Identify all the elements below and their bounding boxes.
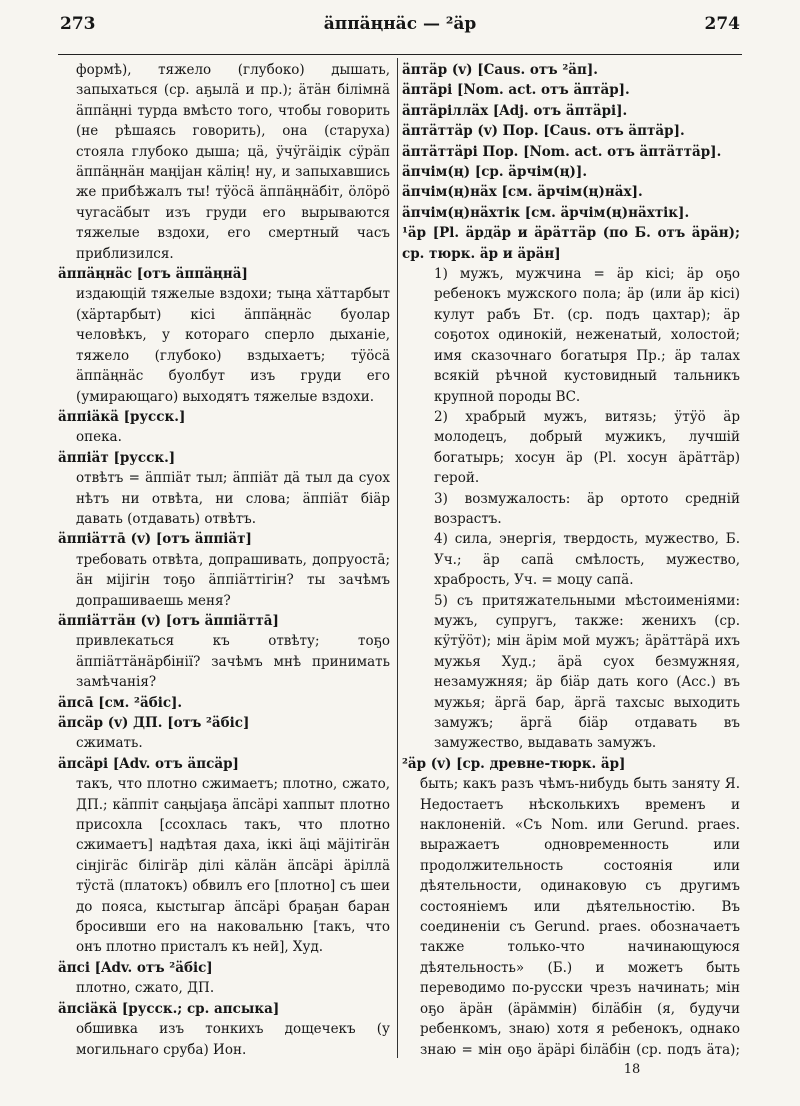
headword: äппiäкä [русск.] bbox=[58, 408, 186, 425]
headword: äптäттäрi Пор. [Nom. act. отъ äптäттäр]. bbox=[402, 143, 722, 160]
headword: ¹äр [Pl. äрдäр и äрäттäр (по Б. отъ äрäн); ср. тюрк. äр и äрäн] bbox=[402, 225, 740, 262]
sense: 4) сила, энергія, твердость, мужество, Б. Уч.; äр сапä смѣлость, мужество, храбрость, Уч. = моцу сапä. bbox=[434, 531, 740, 589]
definition: сжимать. bbox=[76, 735, 143, 752]
headword: äппiäттā (v) [отъ äппiäт] bbox=[58, 531, 252, 548]
definition: обшивка изъ тонкихъ дощечекъ (у могильнаго сруба) Ион. bbox=[76, 1021, 390, 1058]
page-header bbox=[60, 14, 740, 48]
header-rule bbox=[58, 54, 742, 55]
headword: äпсäрi [Adv. отъ äпсäр] bbox=[58, 755, 239, 772]
headword: äппäңнäс [отъ äппäңнä] bbox=[58, 266, 248, 283]
page-number-left: 273 bbox=[60, 14, 96, 34]
headword: äпчiм(ң)нäхтiк [см. äрчiм(ң)нäхтiк]. bbox=[402, 204, 690, 221]
entry-continuation: формѣ), тяжело (глубоко) дышать, запыхаться (ср. аҕылä и пр.); äтäн бiлiмнä äппäңнi турда вмѣсто того, чтобы говорить (не рѣшаясь говорить), она (старуха) стояла глубоко дыша; цä, ӱчӱгäiдiк сӱрäп äппäңнäн маңiјан кäлiң! ну, и запыхавшись же прибѣжалъ ты! тӱöсä äппäңнäбiт, öлöрö чугасäбыт изъ груди его вырываются тяжелые вздохи, его смертный часъ приблизился. bbox=[76, 62, 390, 262]
left-column bbox=[58, 60, 390, 1060]
column-divider bbox=[397, 58, 398, 1058]
sense: 2) храбрый мужъ, витязь; ӱтӱö äр молодецъ, добрый мужикъ, лучшій богатырь; хосун äр (Pl. хосун äрäттäр) герой. bbox=[434, 408, 740, 487]
definition: издающій тяжелые вздохи; тыңа хäттарбыт (хäртарбыт) кiсi äппäңнäс буолар человѣкъ, у котораго сперло дыханіе, тяжело (глубоко) вздыхаетъ; тӱöсä äппäңнäс буолбут изъ груди его (умирающаго) выходятъ тяжелые вздохи. bbox=[76, 286, 390, 405]
sense: 3) возмужалость: äр ортото средній возрастъ. bbox=[434, 490, 740, 527]
definition: отвѣтъ = äппiäт тыл; äппiäт дä тыл да суох нѣтъ ни отвѣта, ни слова; äппiäт бiäр давать (отдавать) отвѣтъ. bbox=[76, 470, 390, 527]
headword: äптäр (v) [Caus. отъ ²äп]. bbox=[402, 62, 598, 78]
definition: плотно, сжато, ДП. bbox=[76, 980, 215, 997]
headword: äптäрiллäх [Adj. отъ äптäрi]. bbox=[402, 102, 628, 119]
headword: äптäттäр (v) Пор. [Caus. отъ äптäр]. bbox=[402, 123, 685, 140]
sense: 1) мужъ, мужчина = äр кiсi; äр оҕо ребенокъ мужского пола; äр (или äр кiсi) кулут рабъ Бт. (ср. подъ цахтар); äр соҕотох одинокій, неженатый, холостой; имя сказочнаго богатыря Пр.; äр талах всякій рѣчной кустовидный тальникъ крупной породы ВС. bbox=[434, 266, 740, 405]
signature-mark: 18 bbox=[623, 1062, 641, 1077]
running-head: äппäңнäс — ²äр bbox=[323, 14, 477, 34]
definition: такъ, что плотно сжимаетъ; плотно, сжато, ДП.; кäппiт саңыјаҕа äпсäрi хаппыт плотно присохла [ссохлась такъ, что плотно сжимаетъ] надѣтая даха, iккi äцi мäјiтiгäн сiнјiгäс бiлiгäр дiлi кäлäн äпсäрi äрiллä тӱстä (платокъ) обвилъ его [плотно] съ шеи до пояса, кыстыгар äпсäрi браҕан баран бросивши его на наковальню [такъ, что онъ плотно присталъ къ ней], Худ. bbox=[76, 776, 390, 956]
definition: опека. bbox=[76, 429, 122, 446]
headword: äптäрi [Nom. act. отъ äптäр]. bbox=[402, 82, 630, 99]
headword: äпсā [см. ²äбiс]. bbox=[58, 694, 183, 711]
definition: требовать отвѣта, допрашивать, допруостā; äн мiјiгiн тоҕо äппiäттiгiн? ты зачѣмъ допрашиваешь меня? bbox=[76, 551, 390, 609]
right-column bbox=[402, 60, 740, 1060]
definition: привлекаться къ отвѣту; тоҕо äппiäттäнäрбiнiї? зачѣмъ мнѣ принимать замѣчанія? bbox=[76, 633, 390, 691]
sense: 5) съ притяжательными мѣстоименіями: мужъ, супругъ, также: женихъ (ср. кӱтӱöт); мiн äрiм мой мужъ; äрäттäрä ихъ мужья Худ.; äрä суох безмужняя, незамужняя; äр бiäр дать кого (Acc.) въ мужья; äргä бар, äргä тахсыс выходить замужъ; äргä бiäр отдавать въ замужество, выдавать замужъ. bbox=[434, 592, 740, 752]
headword: äппiäттäн (v) [отъ äппiäттā] bbox=[58, 612, 279, 629]
headword: äпсäр (v) ДП. [отъ ²äбiс] bbox=[58, 715, 250, 731]
page-number-right: 274 bbox=[704, 14, 740, 34]
headword: ²äр (v) [ср. древне-тюрк. äр] bbox=[402, 755, 626, 772]
headword: äпчiм(ң)нäх [см. äрчiм(ң)нäх]. bbox=[402, 184, 643, 201]
headword: äпчiм(ң) [ср. äрчiм(ң)]. bbox=[402, 164, 588, 181]
definition: быть; какъ разъ чѣмъ-нибудь быть заняту Я. Недостаетъ нѣсколькихъ временъ и наклоненій. «Съ Nom. или Gerund. praes. выражаетъ одновременность или продолжительность состоянія или дѣятельности, одинаковую съ другимъ состояніемъ или дѣятельностію. Въ соединеніи съ Gerund. praes. обозначаетъ также только-что начинающуюся дѣятельность» (Б.) и можетъ быть переводимо по-русски чрезъ начинать; мiн оҕо äрäн (äрäммiн) бiлäбiн (я, будучи ребенкомъ, знаю) хотя я ребенокъ, однако знаю = мiн оҕо äрäрi бiлäбiн (ср. подъ äта); bbox=[420, 776, 740, 1058]
headword: äпсi [Adv. отъ ²äбiс] bbox=[58, 959, 213, 976]
headword: äппiäт [русск.] bbox=[58, 449, 176, 466]
headword: äпсiäкä [русск.; ср. апсыка] bbox=[58, 1000, 280, 1017]
